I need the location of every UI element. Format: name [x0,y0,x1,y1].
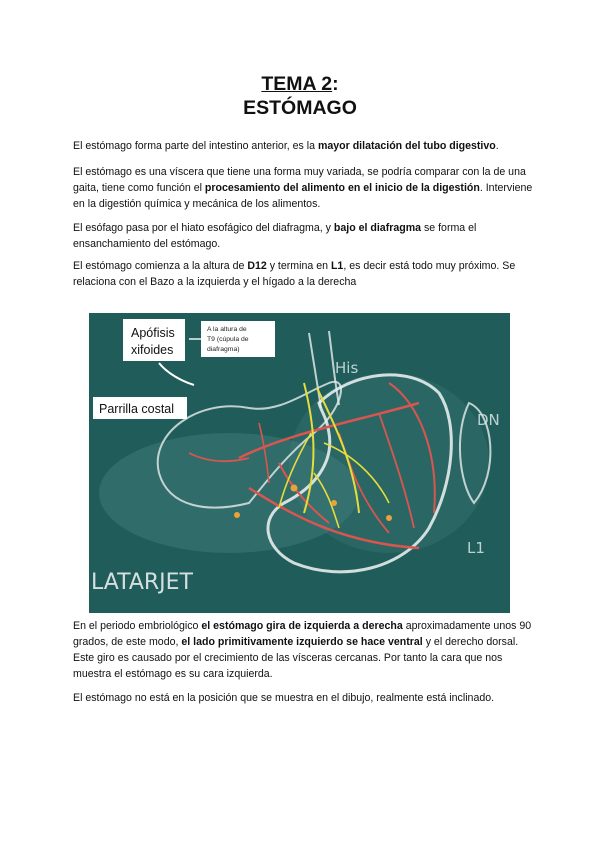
label-apofisis-line2: xifoides [131,343,174,357]
note-line2: T9 (cúpula de [207,336,249,343]
chalk-latarjet: LATARJET [91,570,193,595]
chalk-l1: L1 [467,539,485,557]
label-parrilla-costal: Parrilla costal [99,402,175,416]
note-line3: diafragma) [207,346,240,353]
document-title [0,72,600,120]
note-line1: A la altura de [207,326,247,333]
chalk-dn: DN [477,411,500,429]
title-line-2: ESTÓMAGO [243,97,357,119]
title-colon: : [332,73,339,95]
paragraph-6: El estómago no está en la posición que se muestra en el dibujo, realmente está inclinado. [73,692,495,704]
chalk-his: His [335,359,359,377]
label-apofisis-line1: Apófisis [131,326,175,340]
paragraph-4: El estómago comienza a la altura de D12 y termina en L1, es decir está todo muy próximo. Se relaciona con el Bazo a la izquierda y el hígado a la derecha [73,260,516,288]
title-line-1 [0,72,600,96]
paragraph-3: El esófago pasa por el hiato esofágico del diafragma, y bajo el diafragma se forma el ensanchamiento del estómago. [73,222,477,250]
paragraph-2: El estómago es una víscera que tiene una forma muy variada, se podría comparar con la de una gaita, tiene como función el procesamiento del alimento en el inicio de la digestión. Interviene en la digestión química y mecánica de los alimentos. [73,166,533,210]
paragraph-1: El estómago forma parte del intestino anterior, es la mayor dilatación del tubo digestivo. [73,140,499,152]
title-topic-number: TEMA 2 [261,73,333,95]
paragraph-5: En el periodo embriológico el estómago gira de izquierda a derecha aproximadamente unos 90 grados, de este modo, el lado primitivamente izquierdo se hace ventral y el derecho dorsal. Este giro es causado por el crecimiento de las vísceras cercanas. Por tanto la cara que nos muestra el estómago es su cara izquierda. [73,620,532,680]
stomach-chalkboard-figure [89,313,510,613]
chalkboard-drawing [89,313,510,613]
